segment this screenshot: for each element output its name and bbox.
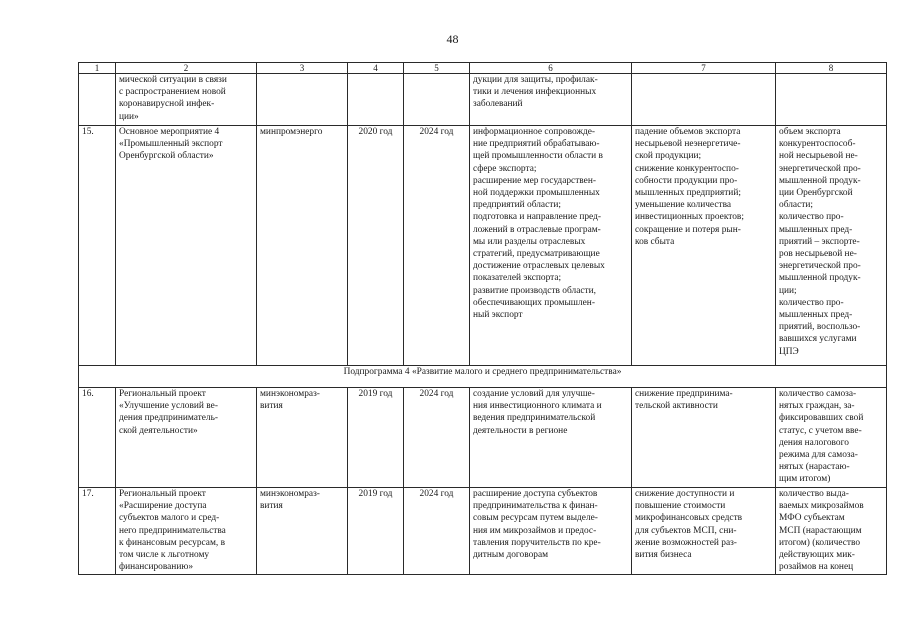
cell-line: собности продукции про- <box>635 175 738 186</box>
cell-line: вития <box>260 501 283 512</box>
cell-line: розаймов на конец <box>779 562 854 573</box>
cell-line: предприятий области; <box>473 200 561 211</box>
cell-line: расширение доступа субъектов <box>473 489 598 499</box>
cell-line: количество про- <box>779 212 844 223</box>
cell-risks <box>632 126 776 366</box>
cell-line: ный экспорт <box>473 310 523 321</box>
cell-line: количество самоза- <box>779 389 857 399</box>
cell-line: Региональный проект <box>119 389 206 399</box>
cell-executor <box>257 74 348 126</box>
cell-executor <box>257 488 348 575</box>
cell-line: минпромэнерго <box>260 127 323 137</box>
table-row <box>79 388 887 488</box>
table-row <box>79 488 887 575</box>
cell-line: него предпринимательства <box>119 525 226 536</box>
cell-line: уменьшение количества <box>635 200 732 211</box>
cell-line: снижение доступности и <box>635 489 735 499</box>
cell-name <box>116 74 257 126</box>
column-number: 1 <box>79 63 116 74</box>
column-number-row <box>79 63 887 74</box>
cell-risks <box>632 388 776 488</box>
cell-line: количество выда- <box>779 489 849 499</box>
cell-line: сокращение и потеря рын- <box>635 224 741 235</box>
cell-end: 2024 год <box>404 126 470 366</box>
cell-num: 17. <box>79 488 116 575</box>
cell-result <box>470 126 632 366</box>
cell-start: 2019 год <box>348 488 404 575</box>
cell-line: приятий – экспорте- <box>779 236 860 247</box>
cell-line: «Улучшение условий ве- <box>119 401 218 412</box>
cell-line: ской продукции; <box>635 151 702 162</box>
cell-line: ЦПЭ <box>779 346 799 357</box>
cell-line: конкурентоспособ- <box>779 139 856 150</box>
cell-line: ной поддержки промышленных <box>473 188 600 199</box>
cell-line: мы или разделы отраслевых <box>473 236 586 247</box>
cell-line: для субъектов МСП, сни- <box>635 525 737 536</box>
cell-line: МСП (нарастающим <box>779 525 862 536</box>
cell-line: вития <box>260 401 283 412</box>
cell-line: совым ресурсам путем выделе- <box>473 513 598 524</box>
cell-line: ской деятельности» <box>119 425 198 436</box>
cell-line: ции» <box>119 111 139 122</box>
cell-line: информационное сопровожде- <box>473 127 596 137</box>
column-number: 3 <box>257 63 348 74</box>
cell-indicators <box>776 388 887 488</box>
cell-line: ков сбыта <box>635 236 675 247</box>
cell-line: тавления поручительств по кре- <box>473 537 601 548</box>
cell-line: минэкономраз- <box>260 489 320 499</box>
cell-line: расширение мер государствен- <box>473 175 596 186</box>
cell-name <box>116 126 257 366</box>
table-row <box>79 126 887 366</box>
cell-line: количество про- <box>779 297 844 308</box>
cell-result <box>470 388 632 488</box>
cell-start: 2020 год <box>348 126 404 366</box>
cell-line: финансированию» <box>119 562 194 573</box>
cell-start: 2019 год <box>348 388 404 488</box>
cell-name <box>116 388 257 488</box>
cell-line: «Промышленный экспорт <box>119 139 223 150</box>
cell-line: действующих мик- <box>779 550 855 561</box>
cell-executor <box>257 126 348 366</box>
cell-line: ваемых микрозаймов <box>779 501 864 512</box>
cell-line: подготовка и направление пред- <box>473 212 601 223</box>
cell-line: падение объемов экспорта <box>635 127 741 137</box>
cell-line: вития бизнеса <box>635 550 692 561</box>
cell-line: ров несырьевой не- <box>779 249 857 260</box>
cell-line: объем экспорта <box>779 127 841 137</box>
cell-line: заболеваний <box>473 99 523 110</box>
cell-line: несырьевой неэнергетиче- <box>635 139 741 150</box>
cell-risks <box>632 74 776 126</box>
cell-num: 15. <box>79 126 116 366</box>
cell-line: ции; <box>779 285 797 296</box>
cell-line: достижение отраслевых целевых <box>473 261 605 272</box>
cell-line: мышленной продук- <box>779 273 861 284</box>
cell-line: дитным договорам <box>473 550 549 561</box>
column-number: 6 <box>470 63 632 74</box>
cell-line: мической ситуации в связи <box>119 75 227 85</box>
cell-line: повышение стоимости <box>635 501 726 512</box>
cell-line: коронавирусной инфек- <box>119 99 215 110</box>
cell-line: сфере экспорта; <box>473 163 537 174</box>
cell-line: области; <box>779 200 813 211</box>
cell-line: ной несырьевой не- <box>779 151 858 162</box>
cell-line: ведения предпринимательской <box>473 413 596 424</box>
cell-line: Оренбургской области» <box>119 151 214 162</box>
cell-line: Региональный проект <box>119 489 206 499</box>
cell-indicators <box>776 126 887 366</box>
cell-line: ции Оренбургской <box>779 188 853 199</box>
cell-line: энергетической про- <box>779 261 861 272</box>
cell-line: микрофинансовых средств <box>635 513 743 524</box>
cell-num: 16. <box>79 388 116 488</box>
cell-line: том числе к льготному <box>119 550 210 561</box>
cell-line: минэкономраз- <box>260 389 320 399</box>
cell-line: предпринимательства к финан- <box>473 501 598 512</box>
cell-line: снижение конкурентоспо- <box>635 163 739 174</box>
cell-line: мышленных предприятий; <box>635 188 741 199</box>
cell-indicators <box>776 74 887 126</box>
cell-start <box>348 74 404 126</box>
page-number: 48 <box>446 32 459 46</box>
column-number: 2 <box>116 63 257 74</box>
subprogram-title: Подпрограмма 4 «Развитие малого и среднего предпринимательства» <box>79 366 887 388</box>
cell-end: 2024 год <box>404 488 470 575</box>
cell-line: создание условий для улучше- <box>473 389 595 399</box>
cell-line: тики и лечения инфекционных <box>473 87 597 98</box>
column-number: 8 <box>776 63 887 74</box>
cell-line: к финансовым ресурсам, в <box>119 537 226 548</box>
column-number: 7 <box>632 63 776 74</box>
cell-end: 2024 год <box>404 388 470 488</box>
cell-line: МФО субъектам <box>779 513 845 524</box>
column-number: 5 <box>404 63 470 74</box>
cell-line: развитие производств области, <box>473 285 596 296</box>
cell-line: дукции для защиты, профилак- <box>473 75 598 85</box>
cell-line: ние предприятий обрабатываю- <box>473 139 600 150</box>
cell-line: снижение предпринима- <box>635 389 733 399</box>
cell-line: мышленных пред- <box>779 224 853 235</box>
cell-indicators <box>776 488 887 575</box>
cell-line: «Расширение доступа <box>119 501 207 512</box>
cell-end <box>404 74 470 126</box>
cell-line: ния инвестиционного климата и <box>473 401 602 412</box>
cell-line: с распространением новой <box>119 87 226 98</box>
cell-risks <box>632 488 776 575</box>
cell-line: щей промышленности области в <box>473 151 603 162</box>
cell-line: мышленной продук- <box>779 175 861 186</box>
cell-line: статус, с учетом вве- <box>779 425 862 436</box>
cell-line: стратегий, предусматривающие <box>473 249 600 260</box>
cell-line: щим итогом) <box>779 474 831 485</box>
cell-line: режима для самоза- <box>779 450 858 461</box>
cell-name <box>116 488 257 575</box>
cell-line: показателей экспорта; <box>473 273 562 284</box>
cell-line: обеспечивающих промышлен- <box>473 297 595 308</box>
cell-line: ния им микрозаймов и предос- <box>473 525 597 536</box>
cell-line: энергетической про- <box>779 163 861 174</box>
cell-result <box>470 488 632 575</box>
cell-line: дения налогового <box>779 437 849 448</box>
cell-line: приятий, воспользо- <box>779 322 861 333</box>
program-table <box>78 62 887 575</box>
cell-line: фиксировавших свой <box>779 413 864 424</box>
cell-line: нятых граждан, за- <box>779 401 855 412</box>
cell-line: жение возможностей раз- <box>635 537 737 548</box>
cell-line: итогом) (количество <box>779 537 861 548</box>
cell-line: тельской активности <box>635 401 718 412</box>
cell-line: ложений в отраслевые програм- <box>473 224 601 235</box>
cell-line: инвестиционных проектов; <box>635 212 744 223</box>
cell-line: мышленных пред- <box>779 310 853 321</box>
cell-executor <box>257 388 348 488</box>
cell-line: вавшихся услугами <box>779 334 857 345</box>
cell-line: дения предприниматель- <box>119 413 219 424</box>
table-row-continuation <box>79 74 887 126</box>
cell-line: субъектов малого и сред- <box>119 513 220 524</box>
cell-num <box>79 74 116 126</box>
cell-line: деятельности в регионе <box>473 425 568 436</box>
column-number: 4 <box>348 63 404 74</box>
subprogram-row <box>79 366 887 388</box>
cell-line: Основное мероприятие 4 <box>119 127 220 137</box>
cell-line: нятых (нарастаю- <box>779 462 850 473</box>
cell-result <box>470 74 632 126</box>
